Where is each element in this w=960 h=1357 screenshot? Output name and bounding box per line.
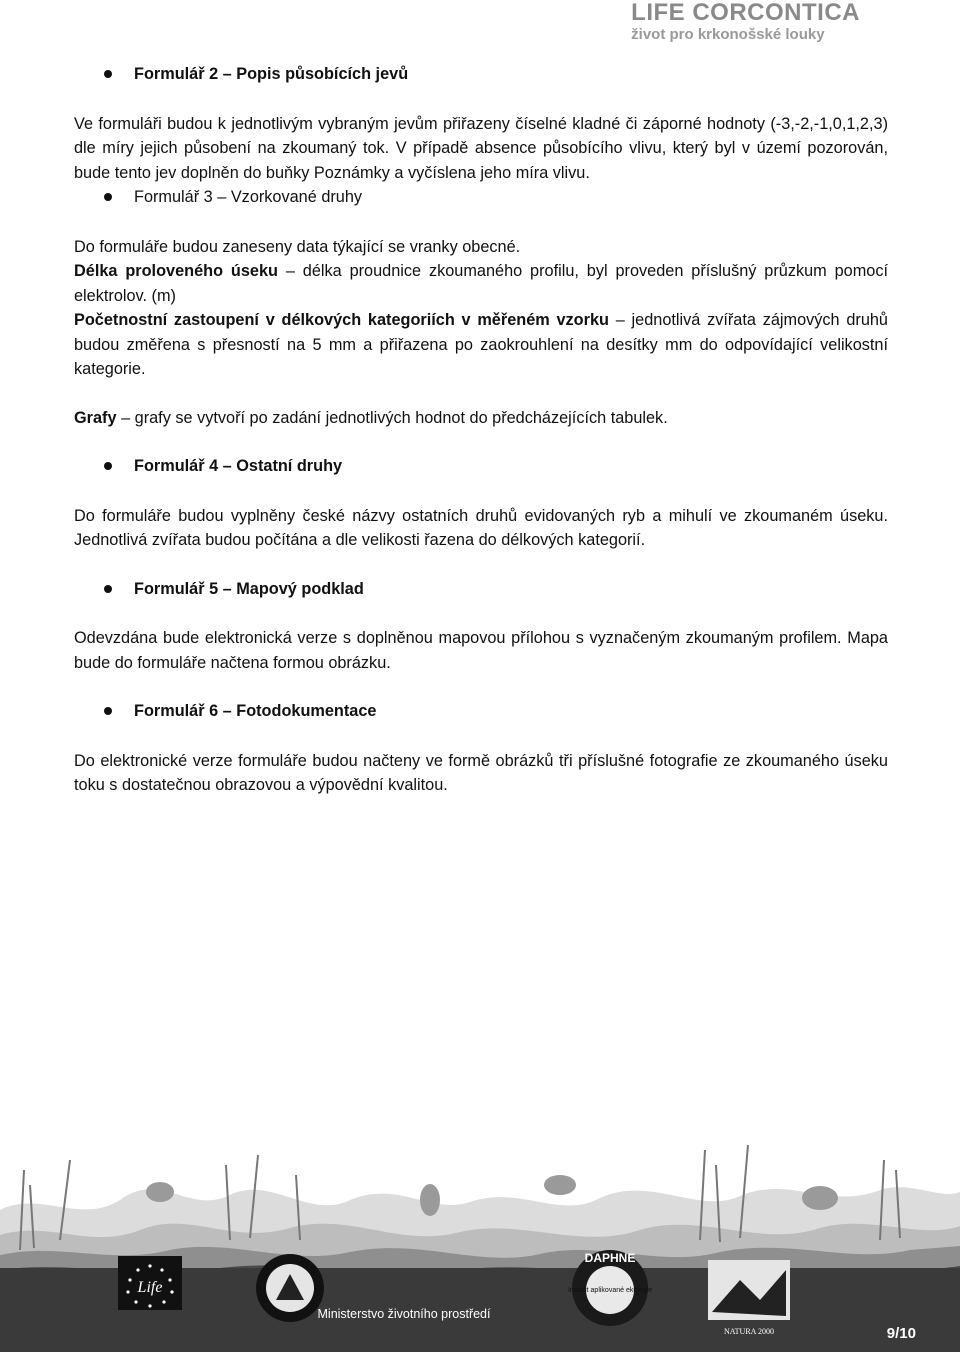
- paragraph-f6: Do elektronické verze formuláře budou načteny ve formě obrázků tři příslušné fotografie ze zkoumaného úseku toku s dostatečnou obrazovou a výpovědní kvalitou.: [74, 751, 888, 794]
- logo-strip: [0, 1240, 960, 1352]
- svg-text:Institut aplikované ekologie: Institut aplikované ekologie: [567, 1287, 653, 1294]
- svg-text:Life: Life: [137, 1279, 163, 1296]
- section-heading-f6: Formulář 6 – Fotodokumentace: [74, 699, 888, 724]
- bullet-icon: [104, 585, 112, 593]
- paragraph-f3-pocetnost: Početnostní zastoupení v délkových kategoriích v měřeném vzorku – jednotlivá zvířata zájmových druhů budou změřena s přesností na 5 mm a přiřazena po zaokrouhlení na desítky mm do odpovídající velikostní kategorie.: [74, 311, 888, 378]
- bullet-icon: [104, 193, 112, 201]
- bullet-icon: [104, 70, 112, 78]
- paragraph-f3-intro: Do formuláře budou zaneseny data týkající se vranky obecné.: [74, 237, 521, 256]
- header-brand: [631, 0, 860, 44]
- footer-logos: [0, 1240, 960, 1352]
- paragraph-f5: Odevzdána bude elektronická verze s doplněnou mapovou přílohou s vyznačeným zkoumaným profilem. Mapa bude do formuláře načtena formou obrázku.: [74, 629, 888, 672]
- svg-text:Ministerstvo životního prostře: Ministerstvo životního prostředí: [317, 1307, 491, 1321]
- paragraph-f4: Do formuláře budou vyplněny české názvy ostatních druhů evidovaných ryb a mihulí ve zkoumaném úseku. Jednotlivá zvířata budou počítána a dle velikosti řazena do délkových kategorií.: [74, 506, 888, 549]
- paragraph-f3-delka: Délka proloveného úseku – délka proudnice zkoumaného profilu, byl proveden příslušný průzkum pomocí elektrolov. (m): [74, 262, 888, 305]
- paragraph-f3-grafy: Grafy – grafy se vytvoří po zadání jednotlivých hodnot do předcházejících tabulek.: [74, 408, 668, 427]
- brand-title: LIFE CORCONTICA: [631, 0, 860, 26]
- page-number: 9/10: [886, 1325, 916, 1342]
- section-heading-f2: Formulář 2 – Popis působících jevů: [74, 62, 888, 87]
- brand-subtitle: život pro krkonošské louky: [631, 26, 825, 43]
- section-heading-f4: Formulář 4 – Ostatní druhy: [74, 454, 888, 479]
- section-heading-f3: Formulář 3 – Vzorkované druhy: [74, 185, 888, 210]
- svg-text:NATURA 2000: NATURA 2000: [723, 1327, 775, 1336]
- document-body: [74, 62, 888, 798]
- section-heading-f5: Formulář 5 – Mapový podklad: [74, 577, 888, 602]
- svg-text:DAPHNE: DAPHNE: [584, 1251, 636, 1265]
- bullet-icon: [104, 707, 112, 715]
- paragraph-f2: Ve formuláři budou k jednotlivým vybraným jevům přiřazeny číselné kladné či záporné hodnoty (-3,-2,-1,0,1,2,3) dle míry jejich působení na zkoumaný tok. V případě absence působícího vlivu, který byl v území pozorován, bude tento jev doplněn do buňky Poznámky a vyčíslena jeho míra vlivu.: [74, 114, 888, 182]
- bullet-icon: [104, 462, 112, 470]
